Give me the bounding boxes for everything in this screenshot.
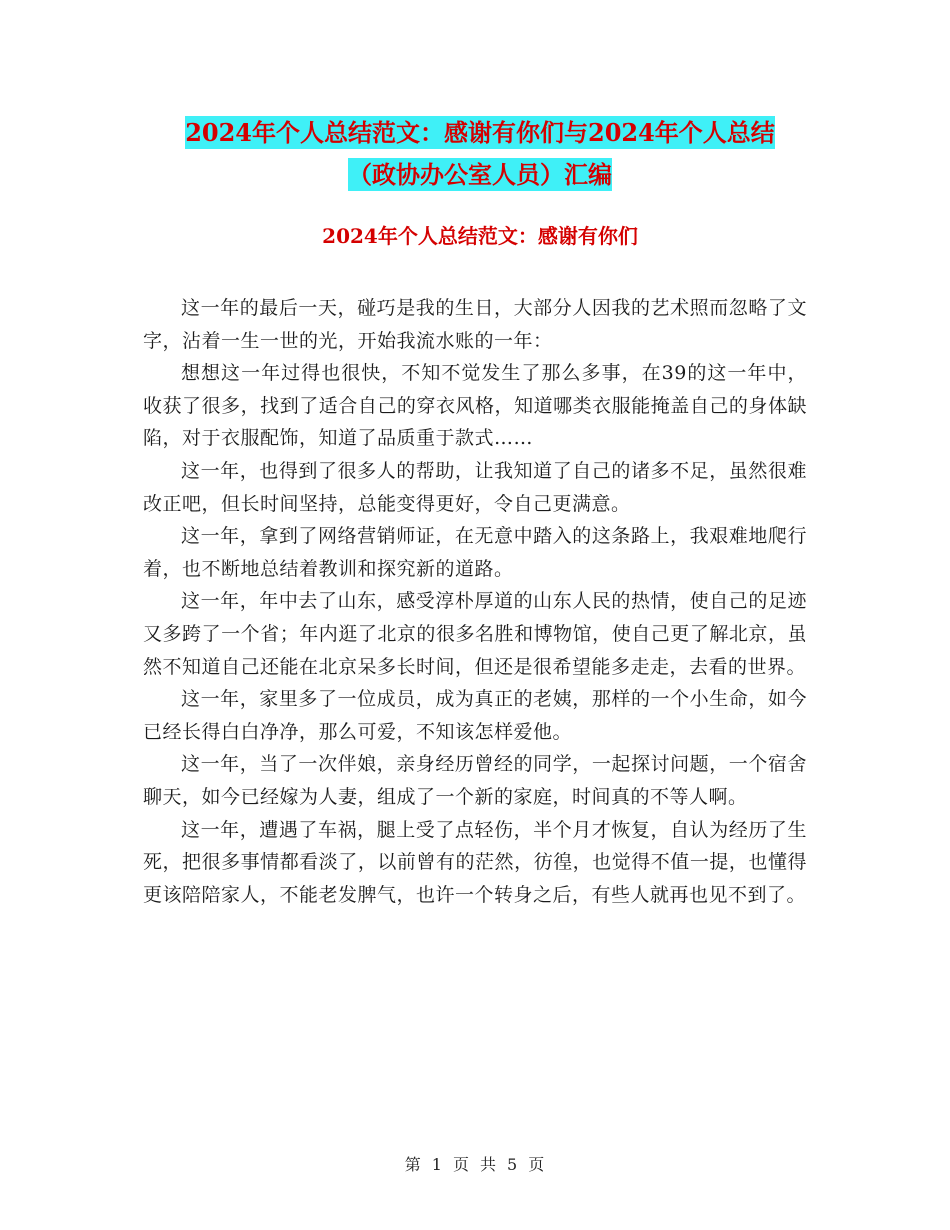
paragraph: 这一年，拿到了网络营销师证，在无意中踏入的这条路上，我艰难地爬行着，也不断地总结着教训和探究新的道路。 [143,525,807,580]
section-title: 2024年个人总结范文：感谢有你们 [322,224,638,248]
footer-page-number: 1 [431,1155,443,1174]
paragraph: 这一年，年中去了山东，感受淳朴厚道的山东人民的热情，使自己的足迹又多跨了一个省；年内逛了北京的很多名胜和博物馆，使自己更了解北京，虽然不知道自己还能在北京呆多长时间，但还是很希望能多走走，去看的世界。 [143,590,807,678]
paragraph: 想想这一年过得也很快，不知不觉发生了那么多事，在39的这一年中，收获了很多，找到了适合自己的穿衣风格，知道哪类衣服能掩盖自己的身体缺陷，对于衣服配饰，知道了品质重于款式…… [143,362,807,450]
page-footer [0,1152,950,1175]
footer-total-unit: 页 [528,1155,546,1174]
title-line-1: 2024年个人总结范文：感谢有你们与2024年个人总结 [185,118,775,147]
footer-total-label: 共 [480,1155,498,1174]
document-title [140,112,820,196]
paragraph: 这一年，家里多了一位成员，成为真正的老姨，那样的一个小生命，如今已经长得白白净净，那么可爱，不知该怎样爱他。 [143,688,807,743]
footer-page-unit: 页 [452,1155,470,1174]
title-line-2: （政协办公室人员）汇编 [348,160,612,189]
paragraph: 这一年，也得到了很多人的帮助，让我知道了自己的诸多不足，虽然很难改正吧，但长时间坚持，总能变得更好，令自己更满意。 [143,459,807,515]
paragraph: 这一年，遭遇了车祸，腿上受了点轻伤，半个月才恢复，自认为经历了生死，把很多事情都看淡了，以前曾有的茫然，彷徨，也觉得不值一提，也懂得更该陪陪家人，不能老发脾气，也许一个转身之后，有些人就再也见不到了。 [143,818,807,906]
paragraph: 这一年，当了一次伴娘，亲身经历曾经的同学，一起探讨问题，一个宿舍聊天，如今已经嫁为人妻，组成了一个新的家庭，时间真的不等人啊。 [143,753,807,808]
document-body [143,292,807,911]
paragraph: 这一年的最后一天，碰巧是我的生日，大部分人因我的艺术照而忽略了文字，沾着一生一世的光，开始我流水账的一年： [143,297,807,352]
footer-total-pages: 5 [507,1155,519,1174]
footer-page-label: 第 [404,1155,422,1174]
